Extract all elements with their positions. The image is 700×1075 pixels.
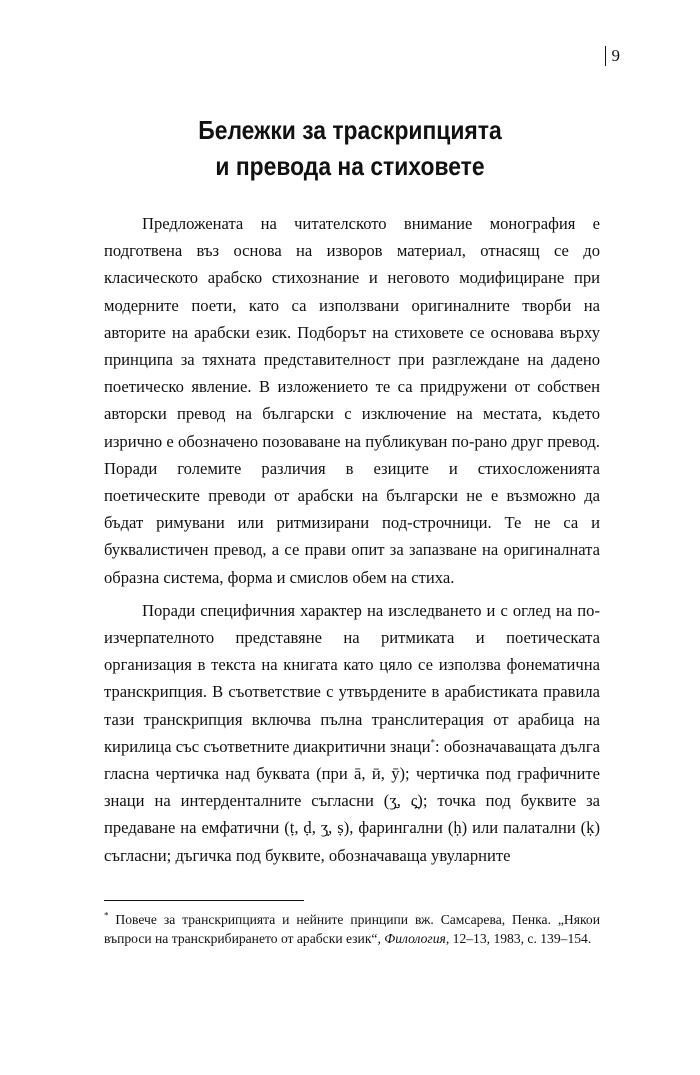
paragraph-2-end: : обозначаващата дълга гласна чертичка над буквата (при ā, ӣ, ӯ); чертичка под графичните знаци на интерденталните съгласни (ʒ̱, ς̱); точка под буквите за предаване на емфатични (ṭ, ḍ, ʒ̣, ṣ), фарингални (ḥ) или палатални (ḳ) съгласни; дъгичка под буквите, обозначаваща увуларните <box>104 736 600 865</box>
footnote-reference: * <box>430 737 436 748</box>
footnote-marker: * <box>104 910 109 921</box>
paragraph-1: Предложената на читателското внимание монография е подготвена въз основа на изворов материал, отнасящ се до класическото арабско стихознание и неговото модифициране при модерните поети, като са използвани оригиналните творби на авторите на арабски език. Подборът на стиховете се основава върху принципа за тяхната представителност при разглеждане на дадено поетическо явление. В изложението те са придружени от собствен авторски превод на български с изключение на местата, където изрично е обозначено позоваване на публикуван по-рано друг превод. Поради големите различия в езиците и стихосложенията поетическите преводи от арабски на български не е възможно да бъдат римувани или ритмизирани под-строчници. Те не са и буквалистичен превод, а се прави опит за запазване на оригиналната образна система, форма и смислов обем на стиха. <box>104 214 600 587</box>
chapter-title <box>42 112 658 184</box>
footnote-journal: Филология <box>384 931 446 946</box>
paragraph-2-start: Поради специфичния характер на изследването и с оглед на по-изчерпателното представяне на ритмиката и поетическата организация в текста на книгата като цяло се използва фонематична транскрипция. В съответствие с утвърдените в арабистиката правила тази транскрипция включва пълна транслитерация от арабица на кирилица със съответните диакритични знаци <box>104 600 600 756</box>
chapter-title-line-2: и превода на стиховете <box>215 151 485 181</box>
footnote-divider <box>104 900 304 901</box>
body-text <box>104 210 600 875</box>
footnote-text-end: , 12–13, 1983, с. 139–154. <box>445 931 592 946</box>
footnote-text-start: Повече за транскрипцията и нейните принципи вж. Самсарева, Пенка. „Някои въпроси на транскрибирането от арабски език“, <box>104 912 600 946</box>
page-number: 9 <box>605 46 621 66</box>
footnote <box>104 910 600 948</box>
chapter-title-line-1: Бележки за траскрипцията <box>198 115 502 145</box>
paragraph-2 <box>104 597 600 869</box>
